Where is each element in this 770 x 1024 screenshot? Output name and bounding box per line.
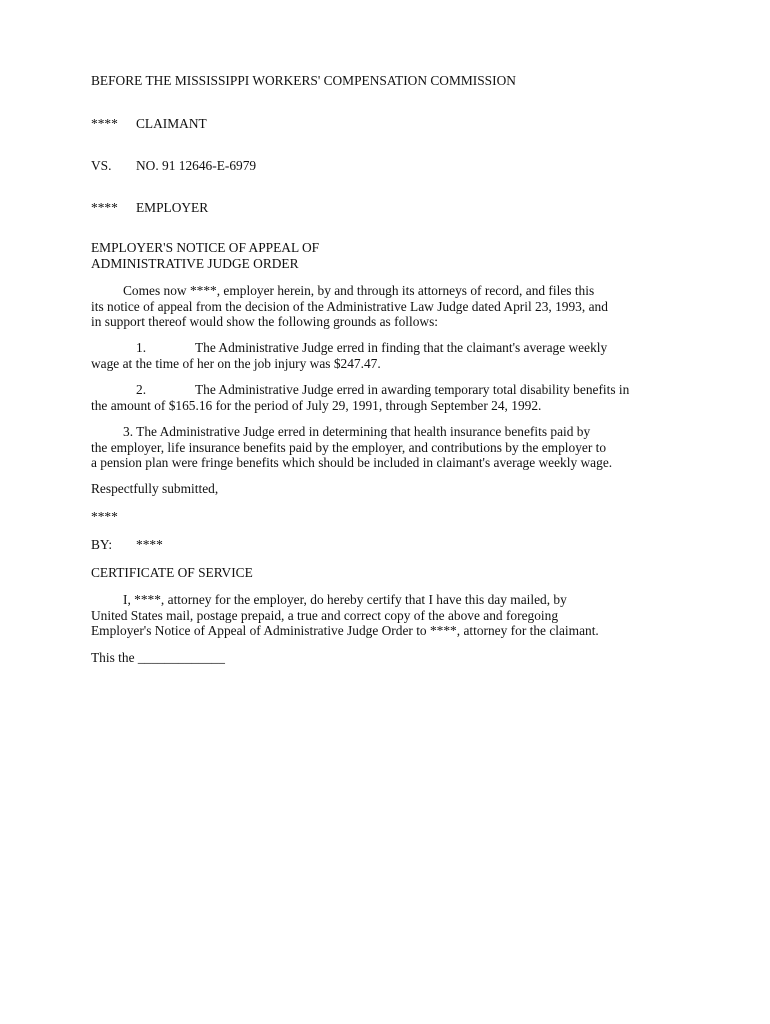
document-title bbox=[91, 240, 691, 271]
intro-line-3: in support thereof would show the following grounds as follows: bbox=[91, 314, 439, 329]
ground-2-text: The Administrative Judge erred in awarding temporary total disability benefits in bbox=[195, 382, 630, 397]
intro-line-1: Comes now ****, employer herein, by and through its attorneys of record, and files this bbox=[123, 283, 595, 298]
certificate-line-1: I, ****, attorney for the employer, do hereby certify that I have this day mailed, by bbox=[123, 592, 567, 607]
claimant-label: CLAIMANT bbox=[136, 116, 207, 131]
by-line bbox=[91, 537, 163, 553]
ground-2-line-1 bbox=[91, 382, 691, 398]
ground-1 bbox=[91, 340, 691, 371]
by-label: BY: bbox=[91, 537, 113, 552]
ground-2-number: 2. bbox=[136, 382, 147, 397]
closing: Respectfully submitted, bbox=[91, 481, 219, 496]
employer-line bbox=[91, 200, 208, 216]
title-line-2: ADMINISTRATIVE JUDGE ORDER bbox=[91, 255, 299, 271]
ground-1-line-1 bbox=[91, 340, 691, 356]
employer-name: **** bbox=[91, 200, 118, 215]
employer-label: EMPLOYER bbox=[136, 200, 209, 215]
intro-paragraph bbox=[91, 283, 691, 330]
claimant-name: **** bbox=[91, 116, 118, 131]
ground-2 bbox=[91, 382, 691, 413]
ground-3-line-1: 3. The Administrative Judge erred in determining that health insurance benefits paid by bbox=[123, 424, 591, 439]
versus-line bbox=[91, 158, 256, 174]
claimant-line bbox=[91, 116, 207, 132]
certificate-line-2: United States mail, postage prepaid, a true and correct copy of the above and foregoing bbox=[91, 607, 559, 623]
ground-1-line-2: wage at the time of her on the job injury was $247.47. bbox=[91, 355, 381, 371]
certificate-line-3: Employer's Notice of Appeal of Administrative Judge Order to ****, attorney for the claimant. bbox=[91, 623, 599, 638]
case-number: NO. 91 12646-E-6979 bbox=[136, 158, 257, 173]
ground-1-text: The Administrative Judge erred in finding that the claimant's average weekly bbox=[195, 340, 608, 355]
ground-3-line-2: the employer, life insurance benefits paid by the employer, and contributions by the employer to bbox=[91, 439, 607, 455]
certificate-paragraph bbox=[91, 592, 691, 639]
signature: **** bbox=[91, 509, 118, 524]
document-heading: BEFORE THE MISSISSIPPI WORKERS' COMPENSATION COMMISSION bbox=[91, 73, 516, 88]
ground-3 bbox=[91, 424, 691, 471]
dated-line: This the _____________ bbox=[91, 650, 225, 665]
title-line-1: EMPLOYER'S NOTICE OF APPEAL OF bbox=[91, 240, 320, 255]
versus-label: VS. bbox=[91, 158, 112, 173]
by-name: **** bbox=[136, 537, 163, 552]
certificate-heading: CERTIFICATE OF SERVICE bbox=[91, 565, 253, 580]
ground-2-line-2: the amount of $165.16 for the period of July 29, 1991, through September 24, 1992. bbox=[91, 397, 542, 413]
intro-line-2: its notice of appeal from the decision of the Administrative Law Judge dated April 23, 1993, and bbox=[91, 298, 608, 314]
ground-1-number: 1. bbox=[136, 340, 147, 355]
ground-3-line-3: a pension plan were fringe benefits which should be included in claimant's average weekly wage. bbox=[91, 455, 613, 470]
